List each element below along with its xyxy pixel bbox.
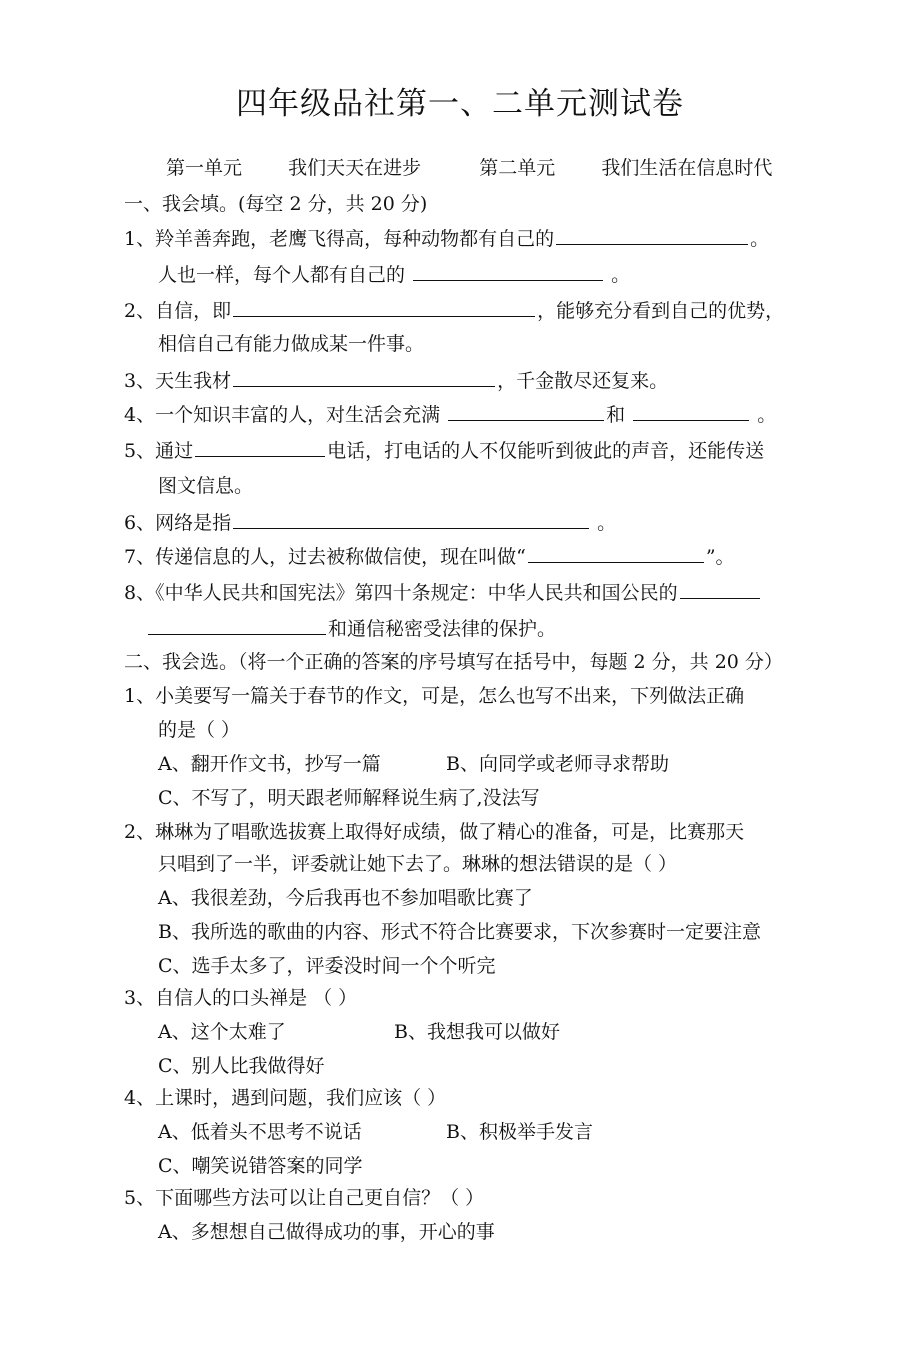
question-text: 。 bbox=[597, 512, 617, 534]
question-text: 4、一个知识丰富的人，对生活会充满 bbox=[124, 404, 441, 426]
choice-question-2a: 2、琳琳为了唱歌选拔赛上取得好成绩，做了精心的准备，可是，比赛那天 bbox=[124, 821, 745, 843]
question-text: 。 bbox=[611, 264, 631, 286]
answer-blank[interactable] bbox=[633, 398, 749, 421]
choice-4-option-c: C、嘲笑说错答案的同学 bbox=[158, 1155, 363, 1177]
choice-3-option-a: A、这个太难了 bbox=[158, 1021, 286, 1043]
question-text: 1、羚羊善奔跑，老鹰飞得高，每种动物都有自己的 bbox=[124, 228, 555, 250]
page-title: 四年级品社第一、二单元测试卷 bbox=[236, 86, 684, 122]
fill-question-5b: 图文信息。 bbox=[158, 475, 254, 497]
answer-blank[interactable] bbox=[233, 294, 535, 317]
answer-blank[interactable] bbox=[528, 540, 704, 563]
choice-question-2b[interactable]: 只唱到了一半，评委就让她下去了。琳琳的想法错误的是（ ） bbox=[158, 853, 678, 875]
choice-1-option-a: A、翻开作文书，抄写一篇 bbox=[158, 753, 381, 775]
answer-blank[interactable] bbox=[448, 398, 604, 421]
fill-question-4 bbox=[124, 398, 776, 431]
question-text: 。 bbox=[757, 404, 777, 426]
question-text: 7、传递信息的人，过去被称做信使，现在叫做“ bbox=[124, 546, 526, 568]
section2-heading: 二、我会选。（将一个正确的答案的序号填写在括号中，每题 2 分，共 20 分） bbox=[124, 651, 783, 673]
answer-blank[interactable] bbox=[556, 222, 748, 245]
choice-1-option-b: B、向同学或老师寻求帮助 bbox=[446, 753, 669, 775]
choice-5-option-a: A、多想想自己做得成功的事，开心的事 bbox=[158, 1221, 495, 1243]
choice-1-option-c: C、不写了，明天跟老师解释说生病了,没法写 bbox=[158, 787, 540, 809]
question-text: 8、《中华人民共和国宪法》第四十条规定：中华人民共和国公民的 bbox=[124, 582, 678, 604]
unit1-name: 我们天天在进步 bbox=[288, 157, 422, 179]
question-text: 2、自信，即 bbox=[124, 300, 232, 322]
choice-question-1a: 1、小美要写一篇关于春节的作文，可是，怎么也写不出来，下列做法正确 bbox=[124, 685, 745, 707]
choice-question-5[interactable]: 5、下面哪些方法可以让自己更自信？（ ） bbox=[124, 1187, 485, 1209]
question-text: 3、天生我材 bbox=[124, 370, 232, 392]
unit2-label: 第二单元 bbox=[479, 157, 556, 179]
fill-question-7 bbox=[124, 540, 735, 573]
answer-blank[interactable] bbox=[413, 258, 603, 281]
unit1-label: 第一单元 bbox=[166, 157, 243, 179]
fill-question-5a bbox=[124, 434, 764, 467]
question-text: 5、通过 bbox=[124, 440, 194, 462]
fill-question-6 bbox=[124, 506, 616, 539]
answer-blank[interactable] bbox=[233, 506, 589, 529]
choice-3-option-b: B、我想我可以做好 bbox=[394, 1021, 560, 1043]
choice-4-option-a: A、低着头不思考不说话 bbox=[158, 1121, 362, 1143]
answer-blank[interactable] bbox=[680, 576, 760, 599]
choice-2-option-c: C、选手太多了，评委没时间一个个听完 bbox=[158, 955, 496, 977]
choice-4-option-b: B、积极举手发言 bbox=[446, 1121, 593, 1143]
fill-question-1b bbox=[158, 258, 630, 291]
fill-question-3 bbox=[124, 364, 668, 397]
fill-question-8a bbox=[124, 576, 762, 609]
unit-subtitle bbox=[166, 152, 772, 184]
question-text: ，能够充分看到自己的优势， bbox=[537, 300, 785, 322]
answer-blank[interactable] bbox=[195, 434, 325, 457]
choice-question-1b[interactable]: 的是（ ） bbox=[158, 719, 241, 741]
choice-2-option-a: A、我很差劲，今后我再也不参加唱歌比赛了 bbox=[158, 887, 533, 909]
fill-question-8b bbox=[146, 612, 556, 645]
choice-question-4[interactable]: 4、上课时，遇到问题，我们应该（ ） bbox=[124, 1087, 447, 1109]
fill-question-2a bbox=[124, 294, 784, 327]
question-text: ，千金散尽还复来。 bbox=[497, 370, 669, 392]
question-text: 6、网络是指 bbox=[124, 512, 232, 534]
question-text: 人也一样，每个人都有自己的 bbox=[158, 264, 406, 286]
section1-heading: 一、我会填。(每空 2 分，共 20 分) bbox=[124, 193, 428, 215]
choice-3-option-c: C、别人比我做得好 bbox=[158, 1055, 325, 1077]
question-text: 。 bbox=[750, 228, 770, 250]
answer-blank[interactable] bbox=[233, 364, 495, 387]
choice-question-3[interactable]: 3、自信人的口头禅是 （ ） bbox=[124, 987, 358, 1009]
question-text: 电话，打电话的人不仅能听到彼此的声音，还能传送 bbox=[327, 440, 765, 462]
question-text: 和 bbox=[606, 404, 626, 426]
unit2-name: 我们生活在信息时代 bbox=[601, 157, 773, 179]
question-text: 和通信秘密受法律的保护。 bbox=[328, 618, 557, 640]
question-text: ”。 bbox=[705, 546, 735, 568]
fill-question-2b: 相信自己有能力做成某一件事。 bbox=[158, 333, 425, 355]
fill-question-1a bbox=[124, 222, 769, 255]
choice-2-option-b: B、我所选的歌曲的内容、形式不符合比赛要求，下次参赛时一定要注意 bbox=[158, 921, 761, 943]
answer-blank[interactable] bbox=[148, 612, 326, 635]
